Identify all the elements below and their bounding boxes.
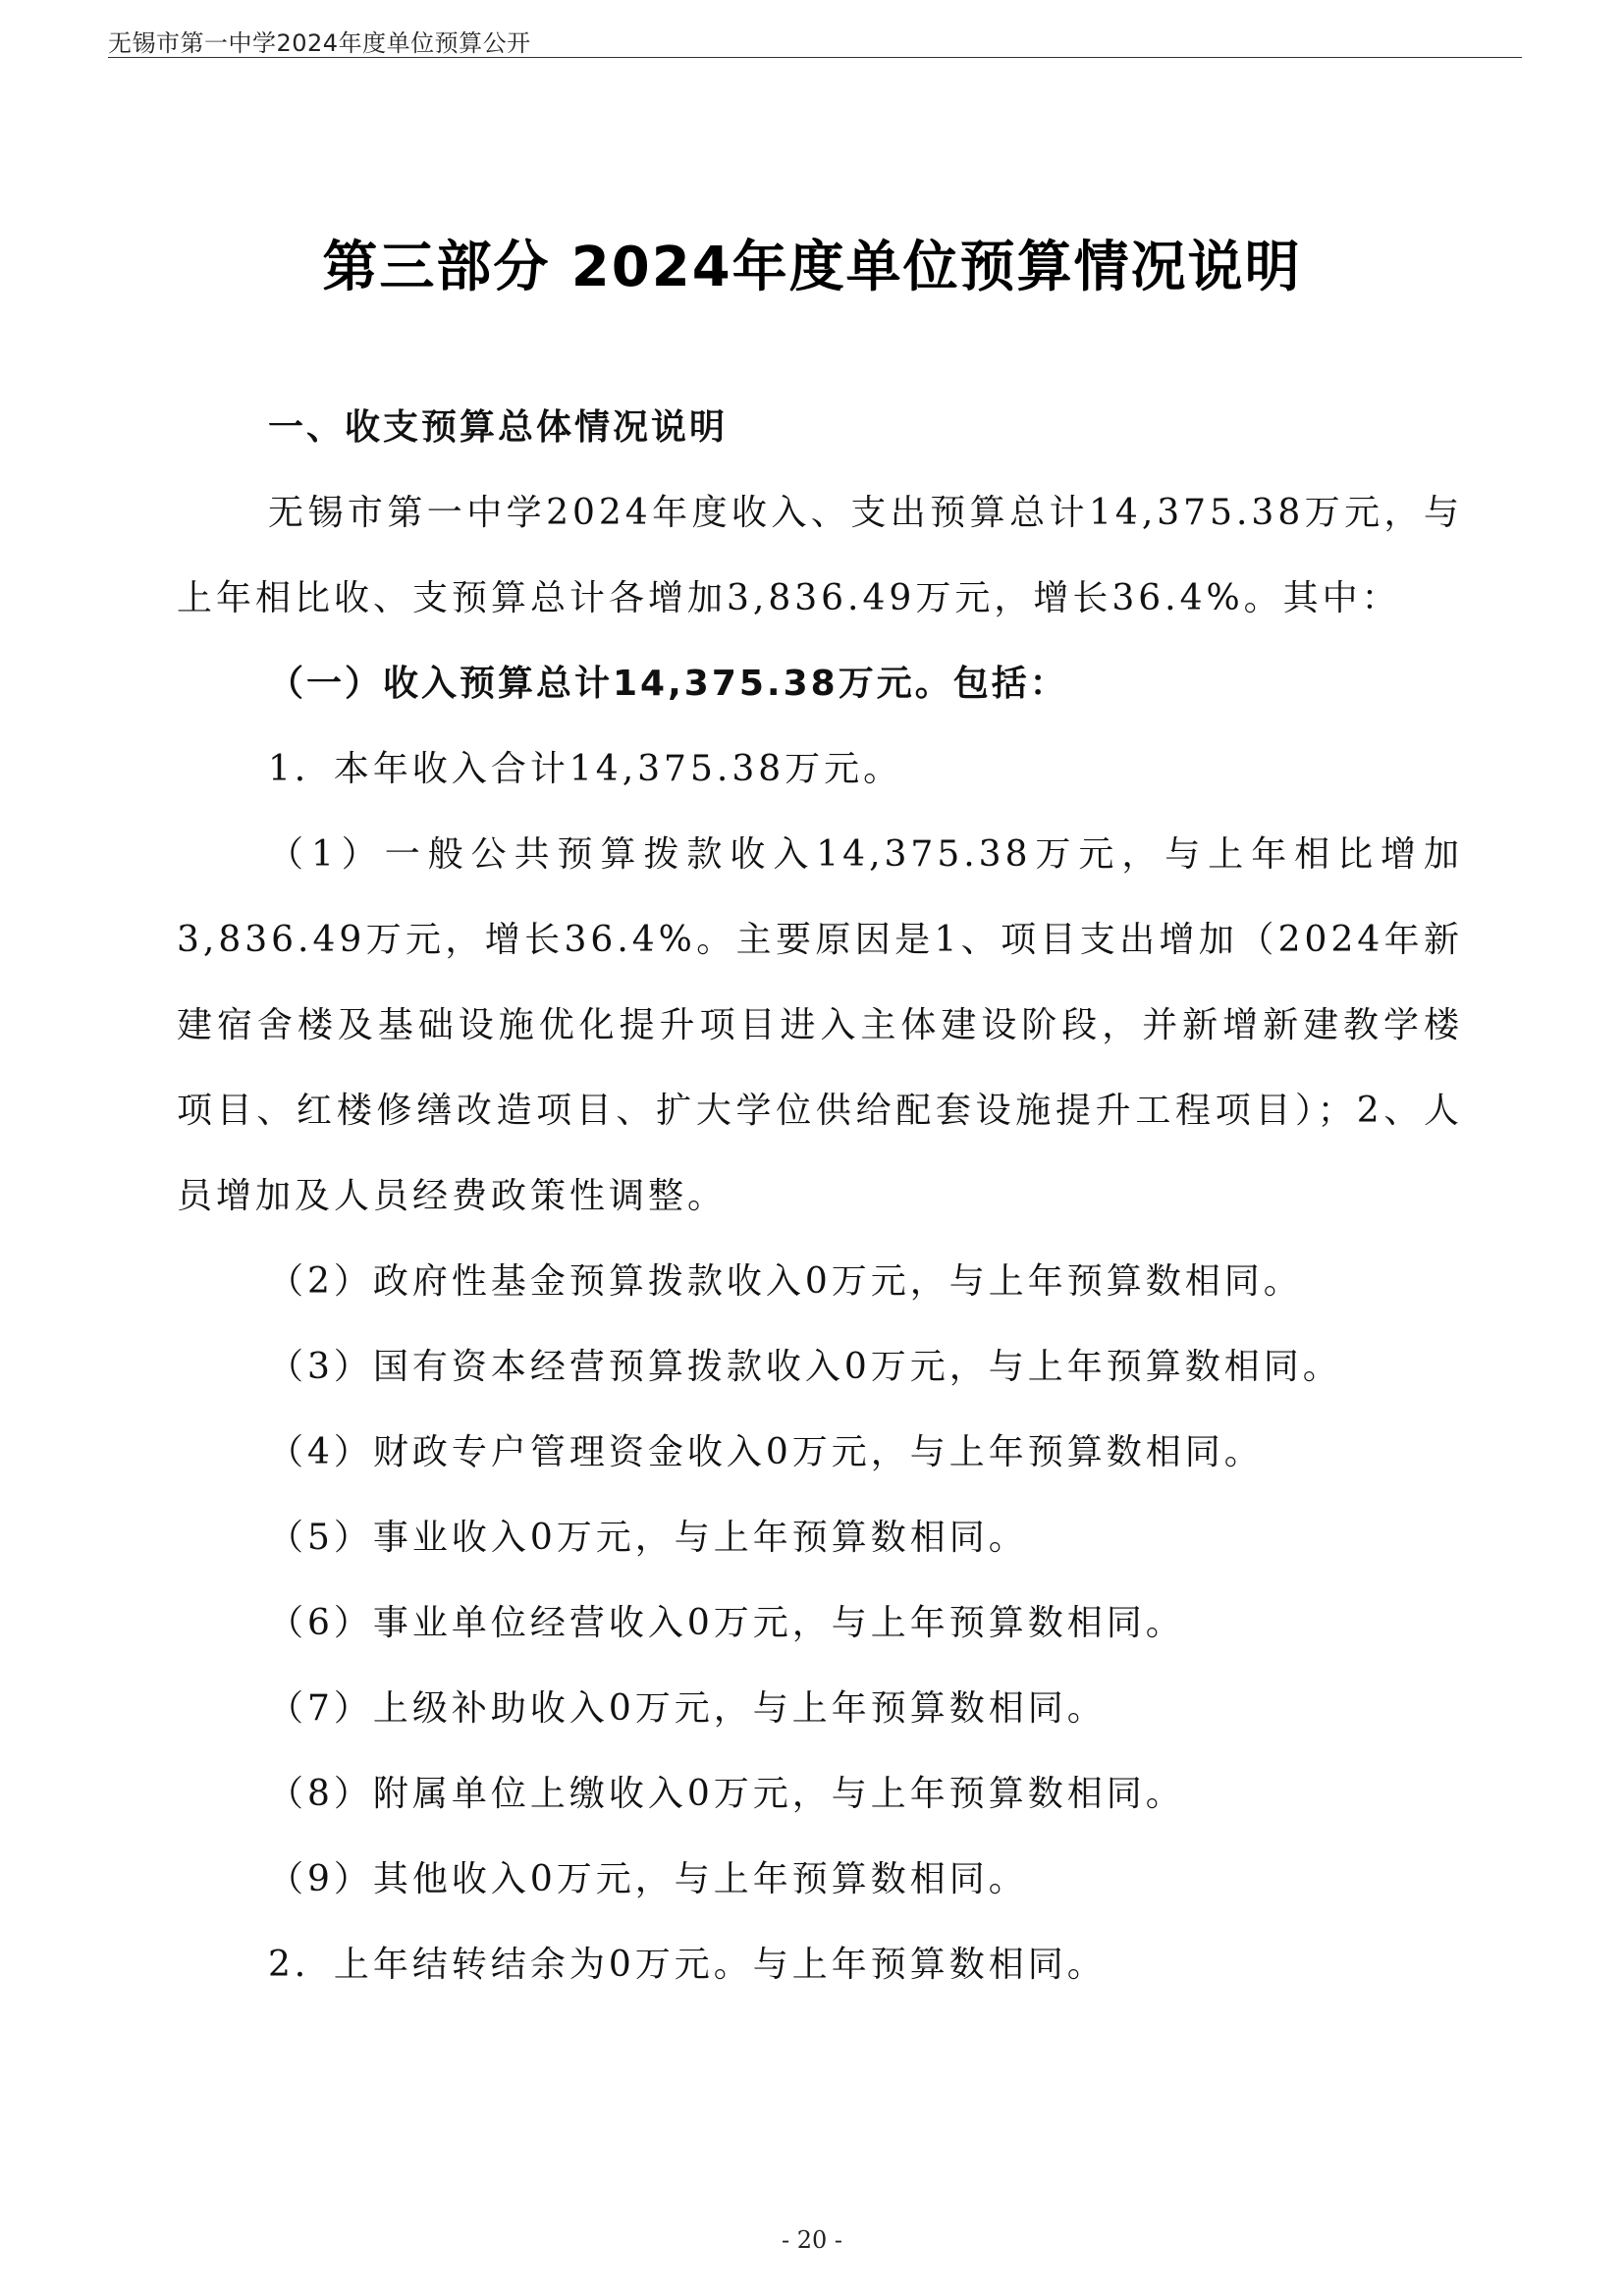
page-number: - 20 - [781, 2226, 842, 2254]
page-title: 第三部分 2024年度单位预算情况说明 [322, 236, 1302, 299]
paragraph-special-account: （4）财政专户管理资金收入0万元，与上年预算数相同。 [268, 1432, 1264, 1472]
paragraph-affiliated-units: （8）附属单位上缴收入0万元，与上年预算数相同。 [268, 1774, 1185, 1814]
paragraph-state-capital: （3）国有资本经营预算拨款收入0万元，与上年预算数相同。 [268, 1347, 1342, 1387]
paragraph-budget-total: 无锡市第一中学2024年度收入、支出预算总计14,375.38万元，与上年相比收、支预算总计各增加3,836.49万元，增长36.4%。其中： [177, 493, 1463, 618]
paragraph-business-income: （5）事业收入0万元，与上年预算数相同。 [268, 1518, 1028, 1558]
running-header: 无锡市第一中学2024年度单位预算公开 [108, 29, 531, 57]
paragraph-carryover: 2．上年结转结余为0万元。与上年预算数相同。 [268, 1945, 1107, 1985]
header-divider [108, 57, 1522, 58]
paragraph-government-fund: （2）政府性基金预算拨款收入0万元，与上年预算数相同。 [268, 1261, 1303, 1302]
paragraph-other-income: （9）其他收入0万元，与上年预算数相同。 [268, 1859, 1028, 1899]
document-body [177, 385, 1463, 2007]
paragraph-general-budget: （1）一般公共预算拨款收入14,375.38万元，与上年相比增加3,836.49万元，增长36.4%。主要原因是1、项目支出增加（2024年新建宿舍楼及基础设施优化提升项目进入主体建设阶段，并新增新建教学楼项目、红楼修缮改造项目、扩大学位供给配套设施提升工程项目）；2、人员增加及人员经费政策性调整。 [177, 834, 1463, 1216]
paragraph-operating-income: （6）事业单位经营收入0万元，与上年预算数相同。 [268, 1603, 1185, 1643]
paragraph-income-total: 1．本年收入合计14,375.38万元。 [268, 749, 903, 789]
section-heading-overview: 一、收支预算总体情况说明 [268, 407, 729, 448]
paragraph-superior-subsidy: （7）上级补助收入0万元，与上年预算数相同。 [268, 1688, 1107, 1729]
section-heading-income: （一）收入预算总计14,375.38万元。包括： [268, 664, 1068, 704]
